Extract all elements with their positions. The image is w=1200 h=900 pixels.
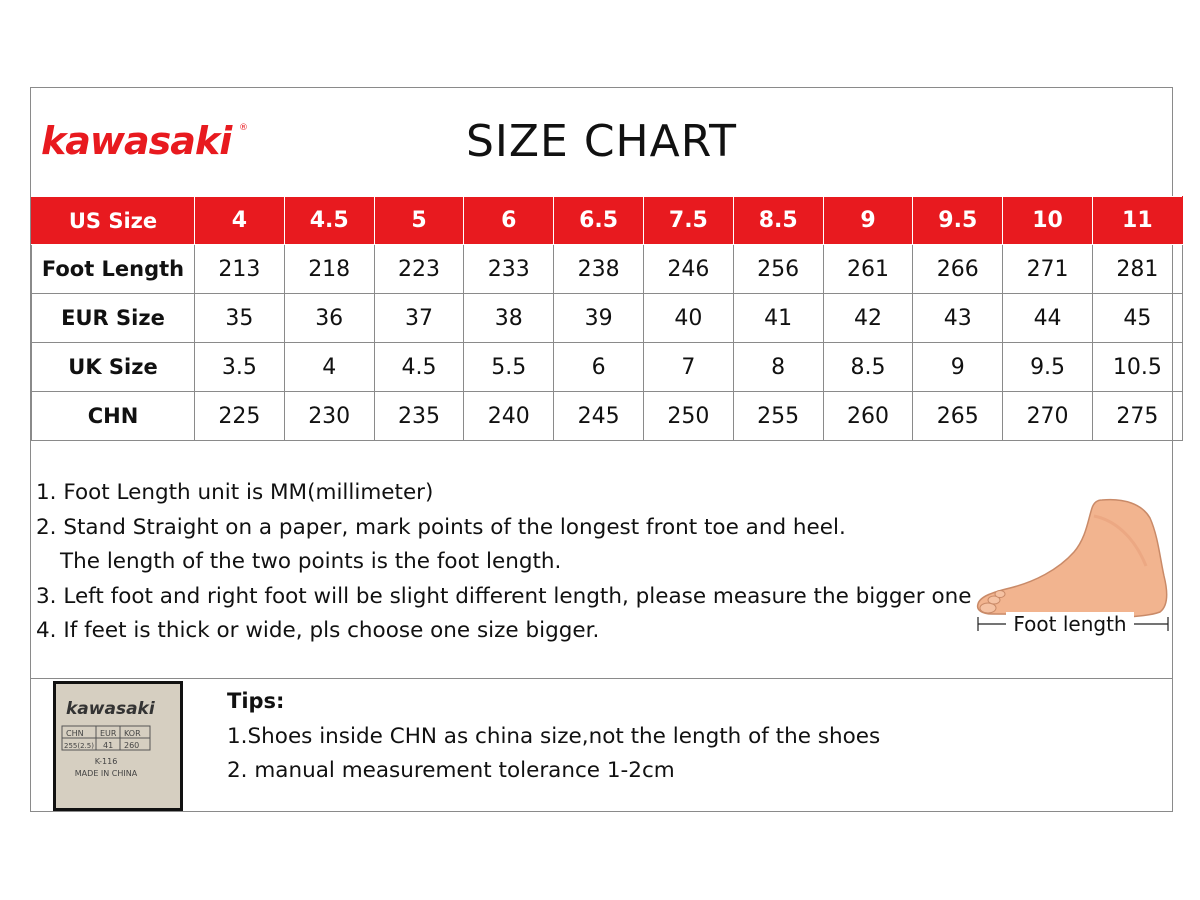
row-label: EUR Size <box>32 294 195 343</box>
table-cell: 218 <box>284 245 374 294</box>
table-row <box>32 245 1183 294</box>
tips-title: Tips: <box>227 689 285 713</box>
table-cell: 42 <box>823 294 913 343</box>
svg-text:KOR: KOR <box>124 729 141 738</box>
table-cell: 10 <box>1003 197 1093 245</box>
table-cell: 3.5 <box>195 343 285 392</box>
table-cell: 9.5 <box>1003 343 1093 392</box>
page-title: SIZE CHART <box>466 116 737 167</box>
table-cell: 7.5 <box>643 197 733 245</box>
table-row <box>32 294 1183 343</box>
svg-text:CHN: CHN <box>66 729 84 738</box>
table-cell: 45 <box>1092 294 1182 343</box>
table-cell: 281 <box>1092 245 1182 294</box>
note-2: 2. Stand Straight on a paper, mark points of the longest front toe and heel. <box>36 514 846 540</box>
size-table <box>31 196 1183 441</box>
note-4: 4. If feet is thick or wide, pls choose one size bigger. <box>36 618 600 643</box>
table-cell: 6.5 <box>554 197 644 245</box>
table-cell: 256 <box>733 245 823 294</box>
svg-text:®: ® <box>239 123 248 133</box>
table-cell: 9.5 <box>913 197 1003 245</box>
table-cell: 36 <box>284 294 374 343</box>
table-cell: 4.5 <box>374 343 464 392</box>
size-chart-frame <box>30 87 1173 812</box>
table-cell: 5.5 <box>464 343 554 392</box>
table-cell: 39 <box>554 294 644 343</box>
svg-text:MADE IN CHINA: MADE IN CHINA <box>74 769 138 778</box>
table-cell: 230 <box>284 392 374 441</box>
row-label: Foot Length <box>32 245 195 294</box>
table-cell: 261 <box>823 245 913 294</box>
table-cell: 9 <box>913 343 1003 392</box>
section-divider <box>31 678 1172 679</box>
table-cell: 246 <box>643 245 733 294</box>
note-1: 1. Foot Length unit is MM(millimeter) <box>36 480 434 505</box>
row-label: US Size <box>32 197 195 245</box>
table-cell: 7 <box>643 343 733 392</box>
table-cell: 223 <box>374 245 464 294</box>
table-cell: 9 <box>823 197 913 245</box>
table-cell: 213 <box>195 245 285 294</box>
table-cell: 4 <box>284 343 374 392</box>
tag-brand: kawasaki <box>66 699 155 719</box>
table-cell: 240 <box>464 392 554 441</box>
table-cell: 225 <box>195 392 285 441</box>
table-cell: 38 <box>464 294 554 343</box>
table-row <box>32 392 1183 441</box>
logo-text: kawasaki <box>41 119 232 162</box>
table-cell: 255 <box>733 392 823 441</box>
table-cell: 37 <box>374 294 464 343</box>
table-row <box>32 343 1183 392</box>
note-2-continued: The length of the two points is the foot length. <box>60 549 562 574</box>
table-cell: 275 <box>1092 392 1182 441</box>
table-cell: 6 <box>464 197 554 245</box>
table-cell: 233 <box>464 245 554 294</box>
table-cell: 44 <box>1003 294 1093 343</box>
table-cell: 5 <box>374 197 464 245</box>
measurement-notes <box>36 476 986 649</box>
row-label: CHN <box>32 392 195 441</box>
shoe-tag-photo <box>53 681 183 811</box>
table-cell: 4.5 <box>284 197 374 245</box>
row-label: UK Size <box>32 343 195 392</box>
svg-text:260: 260 <box>124 741 140 750</box>
table-cell: 4 <box>195 197 285 245</box>
table-cell: 40 <box>643 294 733 343</box>
table-cell: 41 <box>733 294 823 343</box>
svg-text:255(2.5): 255(2.5) <box>64 742 94 750</box>
foot-illustration <box>974 496 1174 638</box>
table-row <box>32 197 1183 245</box>
table-cell: 270 <box>1003 392 1093 441</box>
table-cell: 235 <box>374 392 464 441</box>
table-cell: 8 <box>733 343 823 392</box>
table-cell: 250 <box>643 392 733 441</box>
svg-text:41: 41 <box>103 741 114 750</box>
table-cell: 11 <box>1092 197 1182 245</box>
table-cell: 6 <box>554 343 644 392</box>
table-cell: 238 <box>554 245 644 294</box>
table-cell: 35 <box>195 294 285 343</box>
table-cell: 43 <box>913 294 1003 343</box>
note-3: 3. Left foot and right foot will be slight different length, please measure the bigger one <box>36 583 972 609</box>
table-cell: 10.5 <box>1092 343 1182 392</box>
chart-header <box>31 88 1172 196</box>
foot-length-caption: Foot length <box>1013 612 1127 636</box>
table-cell: 260 <box>823 392 913 441</box>
svg-text:EUR: EUR <box>100 729 117 738</box>
foot-drawing <box>978 500 1167 618</box>
table-cell: 271 <box>1003 245 1093 294</box>
table-cell: 8.5 <box>733 197 823 245</box>
table-cell: 245 <box>554 392 644 441</box>
tip-2: 2. manual measurement tolerance 1-2cm <box>227 758 675 783</box>
svg-text:K-116: K-116 <box>94 757 118 766</box>
tip-1: 1.Shoes inside CHN as china size,not the length of the shoes <box>227 724 881 749</box>
table-cell: 266 <box>913 245 1003 294</box>
table-cell: 265 <box>913 392 1003 441</box>
table-cell: 8.5 <box>823 343 913 392</box>
tips-section <box>227 686 880 788</box>
